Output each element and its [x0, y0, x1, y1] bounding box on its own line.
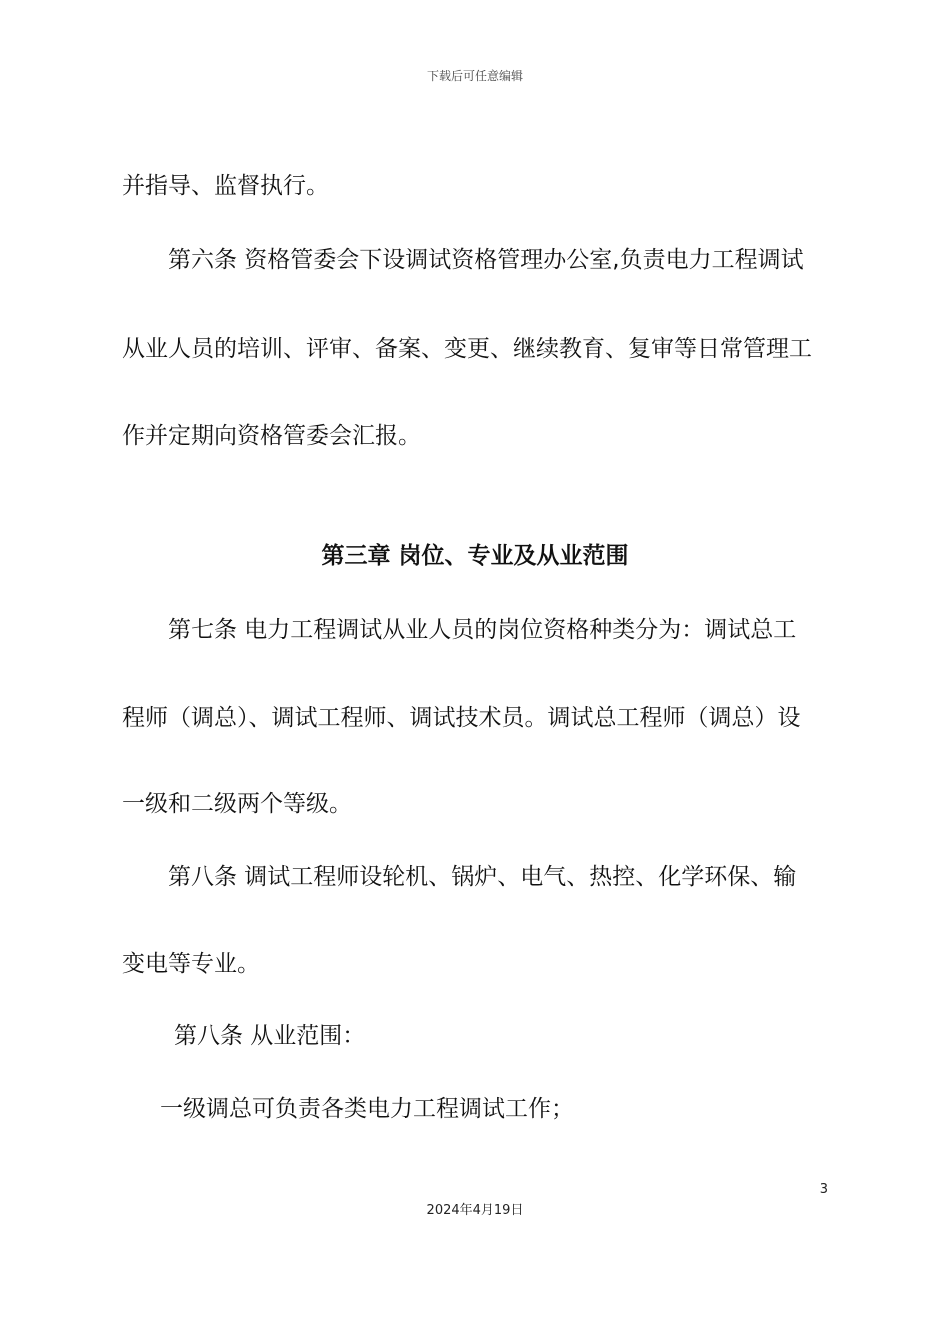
page-header-note: 下载后可任意编辑 — [426, 69, 523, 83]
article-6-line-2: 从业人员的培训、评审、备案、变更、继续教育、复审等日常管理工 — [122, 336, 812, 362]
footer-date: 2024年4月19日 — [426, 1203, 524, 1218]
paragraph-line: 并指导、监督执行。 — [122, 173, 329, 199]
chapter-heading: 第三章 岗位、专业及从业范围 — [321, 543, 629, 569]
article-6-line-3: 作并定期向资格管委会汇报。 — [122, 423, 421, 449]
article-8-line-1: 第八条 调试工程师设轮机、锅炉、电气、热控、化学环保、输 — [168, 864, 797, 890]
article-8-line-2: 变电等专业。 — [122, 951, 260, 977]
article-7-line-2: 程师（调总）、调试工程师、调试技术员。调试总工程师（调总）设 — [122, 705, 801, 731]
article-8-scope-heading: 第八条 从业范围： — [174, 1023, 366, 1049]
article-6-line-1: 第六条 资格管委会下设调试资格管理办公室,负责电力工程调试 — [168, 247, 804, 273]
article-7-line-3: 一级和二级两个等级。 — [122, 791, 352, 817]
article-7-line-1: 第七条 电力工程调试从业人员的岗位资格种类分为：调试总工 — [168, 617, 797, 643]
page-number: 3 — [819, 1182, 828, 1197]
scope-item-1: 一级调总可负责各类电力工程调试工作； — [160, 1096, 574, 1122]
